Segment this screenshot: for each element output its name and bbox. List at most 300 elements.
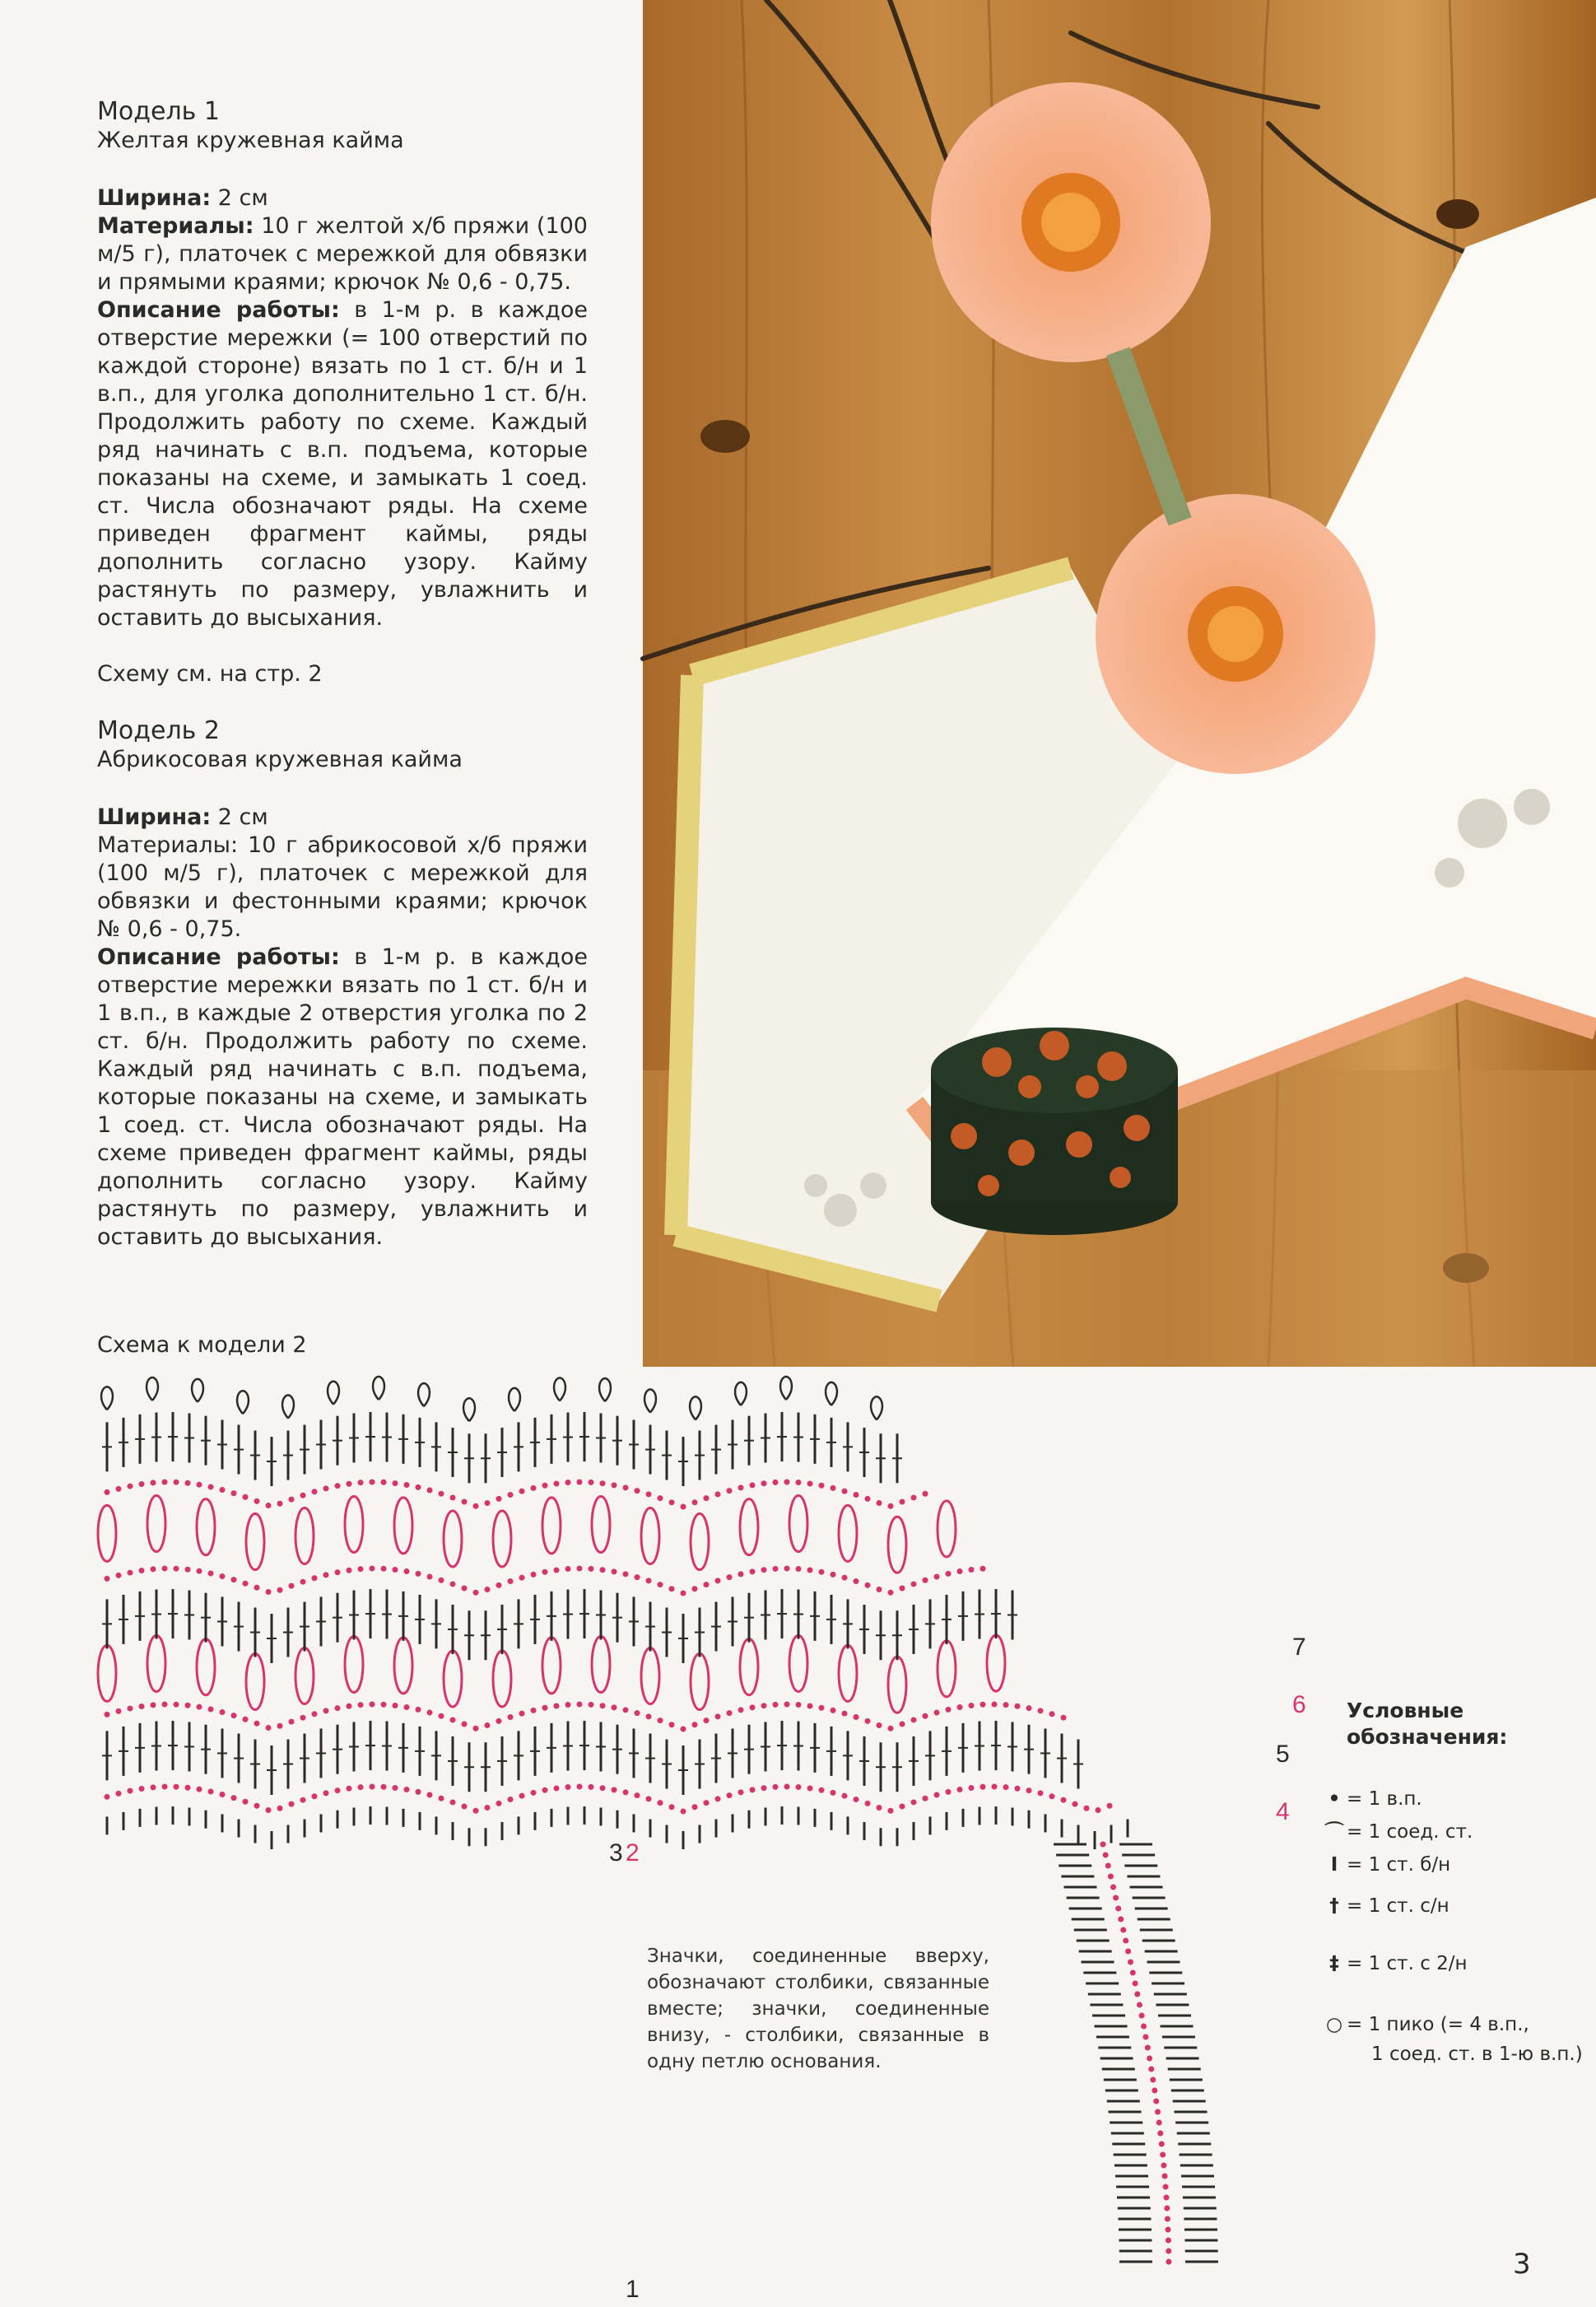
chain-dot [197, 1482, 202, 1488]
chain-dot [600, 1480, 606, 1486]
cluster [98, 1505, 116, 1561]
pico [463, 1398, 475, 1421]
chain-dot [565, 1480, 571, 1485]
pico [418, 1383, 430, 1406]
chain-dot [865, 1718, 871, 1724]
row-number: 7 [1292, 1634, 1306, 1661]
cluster [197, 1499, 215, 1555]
legend-item [1322, 1894, 1449, 1918]
chain-dot [185, 1567, 191, 1573]
chain-dot [277, 1723, 283, 1729]
cluster [592, 1496, 610, 1552]
chain-dot [312, 1711, 318, 1717]
chain-dot [589, 1784, 594, 1790]
chain-dot [266, 1503, 272, 1508]
chain-dot [151, 1566, 156, 1572]
chain-dot [450, 1717, 456, 1722]
chain-dot [600, 1567, 606, 1573]
chain-dot [715, 1491, 721, 1497]
chain-dot [496, 1801, 502, 1806]
chain-dot [992, 1784, 998, 1790]
chain-dot [128, 1570, 133, 1576]
chain-dot [577, 1480, 583, 1485]
chain-dot [404, 1568, 410, 1574]
chain-dot [277, 1806, 283, 1811]
chain-dot [128, 1706, 133, 1712]
chain-dot [623, 1707, 629, 1713]
pico [328, 1382, 339, 1405]
chain-dot [819, 1483, 825, 1489]
chain-dot [450, 1799, 456, 1805]
chain-dot [347, 1568, 352, 1573]
chain-dot [220, 1709, 226, 1715]
chain-dot [819, 1569, 825, 1575]
chain-dot [877, 1722, 882, 1728]
chain-dot [704, 1582, 710, 1587]
cluster [542, 1498, 561, 1554]
chain-dot [946, 1789, 952, 1795]
chain-dot [300, 1797, 306, 1803]
chain-dot [174, 1784, 179, 1790]
chain-dot [277, 1587, 283, 1593]
chain-dot [289, 1719, 295, 1725]
chain-dot [358, 1784, 364, 1790]
chain-dot [646, 1491, 652, 1497]
chain-dot [254, 1585, 260, 1591]
chain-dot [589, 1480, 594, 1485]
model1-scheme-ref: Схему см. на стр. 2 [97, 661, 323, 687]
cluster [147, 1636, 165, 1692]
chain-dot [635, 1792, 640, 1798]
page-number: 3 [1513, 2248, 1531, 2281]
chain-dot [439, 1578, 444, 1583]
row-number: 6 [1292, 1691, 1306, 1718]
chain-dot [427, 1574, 433, 1580]
chain-dot [658, 1800, 663, 1806]
pico [826, 1382, 837, 1405]
chain-dot [589, 1702, 594, 1708]
chain-dot [842, 1793, 848, 1799]
cluster [839, 1505, 857, 1561]
cluster [246, 1654, 264, 1710]
chain-dot [681, 1591, 686, 1596]
chain-dot [462, 1804, 468, 1810]
chain-dot [519, 1793, 525, 1799]
chain-dot [727, 1710, 733, 1716]
chain-dot [761, 1785, 767, 1791]
chain-dot [220, 1573, 226, 1579]
chain-dot [151, 1480, 156, 1485]
chain-dot [496, 1718, 502, 1724]
chain-dot [439, 1796, 444, 1801]
chain-dot [427, 1488, 433, 1494]
cluster [641, 1508, 659, 1564]
cluster [394, 1498, 412, 1554]
chain-dot [1061, 1715, 1067, 1721]
chain-dot [266, 1725, 272, 1731]
chain-dot [842, 1711, 848, 1717]
chain-dot [277, 1501, 283, 1507]
chain-dot [231, 1577, 237, 1582]
chain-dot [243, 1581, 249, 1587]
cluster [295, 1508, 314, 1564]
chain-dot [900, 1499, 905, 1505]
legend-text: = 1 соед. ст. [1347, 1821, 1473, 1843]
chain-dot [911, 1494, 917, 1500]
chain-dot [174, 1480, 179, 1485]
chain-dot [1038, 1790, 1044, 1796]
chain-dot [865, 1801, 871, 1806]
pico [644, 1390, 656, 1413]
chain-dot [312, 1793, 318, 1799]
chain-dot [911, 1581, 917, 1587]
cluster [938, 1641, 956, 1697]
chain-dot [323, 1572, 329, 1578]
cluster [888, 1657, 906, 1713]
chain-dot [105, 1576, 110, 1582]
row-number: 3 [609, 1839, 623, 1867]
model2-title: Модель 2 [97, 716, 220, 745]
chain-dot [646, 1713, 652, 1719]
chain-dot [807, 1480, 813, 1486]
chain-dot [116, 1573, 122, 1578]
chain-dot [738, 1707, 744, 1713]
chain-dot [300, 1493, 306, 1498]
chain-dot [416, 1571, 421, 1577]
pico [509, 1388, 520, 1411]
chain-dot [658, 1495, 663, 1501]
chain-dot [496, 1582, 502, 1588]
chain-dot [508, 1797, 514, 1802]
chain-dot [854, 1797, 859, 1802]
cluster [839, 1645, 857, 1701]
chain-dot [957, 1568, 963, 1574]
chain-dot [254, 1803, 260, 1809]
chain-dot [681, 1504, 686, 1510]
chain-dot [750, 1482, 756, 1488]
chain-dot [381, 1702, 387, 1708]
chain-dot [796, 1480, 802, 1485]
model2-width: Ширина: 2 см [97, 804, 268, 830]
chain-dot [819, 1705, 825, 1711]
cluster [740, 1639, 758, 1695]
chain-dot [1096, 1807, 1101, 1813]
legend-symbol: ○ [1325, 2014, 1343, 2035]
chain-dot [888, 1726, 894, 1731]
chain-dot [243, 1717, 249, 1722]
wood-knot [700, 420, 750, 453]
chain-dot [1049, 1793, 1055, 1799]
chain-dot [220, 1487, 226, 1493]
chain-dot [243, 1494, 249, 1500]
chain-dot [462, 1722, 468, 1727]
chain-dot [669, 1499, 675, 1505]
chain-dot [347, 1786, 352, 1792]
legend-text: = 1 ст. с 2/н [1347, 1953, 1468, 1974]
chain-dot [393, 1567, 398, 1573]
cluster [345, 1636, 363, 1692]
cluster [345, 1496, 363, 1552]
chain-dot [900, 1586, 905, 1592]
chain-dot [854, 1492, 859, 1498]
chain-dot [784, 1784, 790, 1790]
legend-item [1322, 2012, 1529, 2037]
chain-dot [312, 1575, 318, 1581]
chain-dot [807, 1785, 813, 1791]
chain-dot [934, 1574, 940, 1580]
chain-dot [162, 1566, 168, 1572]
chain-dot [116, 1486, 122, 1492]
chain-dot [761, 1567, 767, 1573]
chain-dot [681, 1727, 686, 1732]
pico [780, 1377, 792, 1400]
crochet-chart [66, 1383, 1306, 2305]
chain-dot [600, 1703, 606, 1708]
chain-dot [105, 1712, 110, 1717]
chain-dot [761, 1703, 767, 1708]
chain-dot [784, 1702, 790, 1708]
chain-dot [450, 1494, 456, 1500]
legend-text: = 1 ст. б/н [1347, 1854, 1451, 1876]
pico [237, 1391, 249, 1414]
pico [735, 1382, 747, 1405]
pico [690, 1396, 701, 1419]
chain-dot [646, 1796, 652, 1801]
chain-dot [727, 1488, 733, 1494]
chain-dot [865, 1582, 871, 1588]
chain-dot [139, 1703, 145, 1709]
chain-dot [635, 1488, 640, 1494]
chain-dot [485, 1587, 491, 1592]
cluster [295, 1648, 314, 1704]
pico [554, 1377, 565, 1401]
cluster [493, 1651, 511, 1707]
chain-dot [646, 1578, 652, 1583]
chain-dot [208, 1570, 214, 1576]
chain-dot [727, 1792, 733, 1798]
chain-dot [404, 1704, 410, 1710]
chain-dot [877, 1500, 882, 1506]
chain-dot [957, 1787, 963, 1792]
chain-dot [439, 1713, 444, 1719]
chain-dot [565, 1566, 571, 1572]
row-number: 4 [1276, 1798, 1290, 1825]
row-number: 5 [1276, 1741, 1290, 1768]
lacquer-box [931, 1028, 1178, 1235]
chain-dot [577, 1784, 583, 1790]
legend-item [1322, 1820, 1473, 1844]
chain-dot [934, 1710, 940, 1716]
cluster [493, 1511, 511, 1567]
chain-dot [1003, 1784, 1009, 1790]
chain-dot [761, 1480, 767, 1486]
chain-dot [612, 1568, 617, 1574]
legend-text: = 1 пико (= 4 в.п., [1347, 2014, 1529, 2035]
chain-dot [715, 1713, 721, 1719]
chain-dot [888, 1503, 894, 1509]
cluster [691, 1514, 709, 1570]
chain-dot [139, 1786, 145, 1792]
chain-dot [162, 1784, 168, 1790]
chain-dot [323, 1790, 329, 1796]
chain-dot [358, 1480, 364, 1485]
chain-dot [323, 1485, 329, 1491]
chain-dot [969, 1785, 975, 1791]
chain-dot [393, 1480, 398, 1486]
chain-dot [623, 1484, 629, 1490]
chain-dot [139, 1481, 145, 1487]
chain-dot [577, 1566, 583, 1572]
chain-dot [473, 1808, 479, 1814]
chain-dot [911, 1717, 917, 1722]
chain-dot [289, 1801, 295, 1807]
chain-dot [519, 1711, 525, 1717]
chain-dot [704, 1800, 710, 1806]
cluster [691, 1654, 709, 1710]
chain-dot [335, 1787, 341, 1793]
legend-symbol: ⌒ [1324, 1821, 1344, 1843]
chain-dot [485, 1500, 491, 1506]
chain-dot [243, 1799, 249, 1805]
legend-item [1322, 1787, 1422, 1811]
cluster [987, 1635, 1005, 1691]
chain-dot [877, 1587, 882, 1592]
chain-dot [750, 1704, 756, 1710]
chain-dot [335, 1705, 341, 1711]
chain-dot [1003, 1702, 1009, 1708]
chain-dot [231, 1713, 237, 1718]
chain-dot [128, 1788, 133, 1794]
chain-dot [635, 1574, 640, 1580]
chain-dot [980, 1566, 986, 1572]
chain-dot [542, 1787, 548, 1793]
chain-dot [554, 1480, 560, 1486]
chain-dot [116, 1708, 122, 1714]
cluster [444, 1651, 462, 1707]
chain-dot [370, 1784, 375, 1790]
chain-dot [946, 1571, 952, 1577]
chain-dot [888, 1808, 894, 1814]
chain-dot [923, 1491, 928, 1497]
chain-dot [300, 1715, 306, 1721]
chain-dot [807, 1567, 813, 1573]
chain-dot [854, 1578, 859, 1584]
cluster [740, 1499, 758, 1555]
chain-dot [1107, 1803, 1113, 1809]
chain-dot [508, 1578, 514, 1584]
chain-dot [197, 1704, 202, 1710]
chain-dot [335, 1569, 341, 1575]
legend-title: Условные обозначения: [1347, 1699, 1508, 1749]
chain-dot [554, 1703, 560, 1708]
chain-dot [738, 1484, 744, 1490]
chain-dot [519, 1575, 525, 1581]
legend-symbol: • [1328, 1788, 1341, 1810]
chain-dot [589, 1566, 594, 1572]
chain-dot [289, 1497, 295, 1503]
chain-dot [784, 1480, 790, 1485]
pico [282, 1396, 294, 1419]
chain-dot [1026, 1705, 1032, 1711]
chain-dot [416, 1707, 421, 1713]
chain-dot [738, 1789, 744, 1795]
chain-dot [473, 1503, 479, 1509]
chain-dot [669, 1722, 675, 1727]
chain-dot [923, 1713, 928, 1719]
chain-dot [139, 1568, 145, 1573]
pico [373, 1377, 384, 1400]
chain-dot [888, 1590, 894, 1596]
legend-item [1322, 1853, 1450, 1877]
chain-dot [1015, 1703, 1021, 1709]
chain-dot [404, 1482, 410, 1488]
chain-dot [819, 1787, 825, 1793]
chain-dot [174, 1566, 179, 1572]
cluster [197, 1639, 215, 1695]
row-number: 1 [626, 2276, 640, 2303]
cluster [938, 1501, 956, 1557]
pico [599, 1378, 611, 1401]
chain-dot [185, 1703, 191, 1708]
chain-dot [773, 1566, 779, 1572]
chain-dot [831, 1790, 836, 1796]
chain-dot [208, 1788, 214, 1794]
chain-dot [128, 1484, 133, 1489]
chain-dot [969, 1703, 975, 1708]
model1-description: Описание работы: в 1-м р. в каждое отверстие мережки (= 100 отверстий по каждой стороне) вязать по 1 ст. б/н и 1 в.п., для уголка дополнительно 1 ст. б/н. Продолжить работу по схеме. Каждый ряд начинать с в.п. подъема, которые показаны на схеме, и замыкать 1 соед. ст. Числа обозначают ряды. На схеме приведен фрагмент каймы, ряды дополнить согласно узору. Кайму растянуть по размеру, увлажнить и оставить до высыхания. [97, 297, 588, 631]
chain-dot [496, 1496, 502, 1502]
chain-dot [450, 1581, 456, 1587]
chain-dot [404, 1787, 410, 1792]
chain-dot [969, 1567, 975, 1573]
chain-dot [658, 1582, 663, 1587]
model2-description: Описание работы: в 1-м р. в каждое отверстие мережки вязать по 1 ст. б/н и 1 в.п., в каждые 2 отверстия уголка по 2 ст. б/н. Продолжить работу по схеме. Каждый ряд начинать с в.п. подъема, которые показаны на схеме, и замыкать 1 соед. ст. Числа обозначают ряды. На схеме приведен фрагмент каймы, ряды дополнить согласно узору. Кайму растянуть по размеру, увлажнить и оставить до высыхания. [97, 944, 588, 1250]
chain-dot [842, 1575, 848, 1581]
chain-dot [508, 1492, 514, 1498]
chain-dot [519, 1489, 525, 1494]
chain-dot [554, 1785, 560, 1791]
chain-dot [220, 1792, 226, 1797]
chain-dot [347, 1481, 352, 1487]
chain-dot [370, 1702, 375, 1708]
chain-dot [208, 1706, 214, 1712]
chain-dot [427, 1792, 433, 1798]
product-photo [643, 0, 1596, 1367]
cluster [789, 1496, 807, 1552]
chain-dot [105, 1489, 110, 1495]
chain-dot [715, 1796, 721, 1801]
chain-dot [1049, 1711, 1055, 1717]
chain-dot [623, 1571, 629, 1577]
chain-dot [105, 1794, 110, 1800]
chain-dot [692, 1804, 698, 1810]
chain-dot [750, 1787, 756, 1792]
chain-dot [807, 1703, 813, 1708]
chain-dot [485, 1722, 491, 1728]
chain-dot [796, 1566, 802, 1572]
chain-dot [900, 1804, 905, 1810]
chain-dot [427, 1710, 433, 1716]
chain-dot [831, 1708, 836, 1713]
chain-dot [692, 1586, 698, 1592]
chain-dot [116, 1791, 122, 1797]
cluster [789, 1636, 807, 1692]
chain-dot [577, 1702, 583, 1708]
chain-dot [312, 1489, 318, 1494]
chain-dot [900, 1722, 905, 1727]
chain-dot [381, 1784, 387, 1790]
legend-symbol: ‡ [1329, 1953, 1339, 1974]
